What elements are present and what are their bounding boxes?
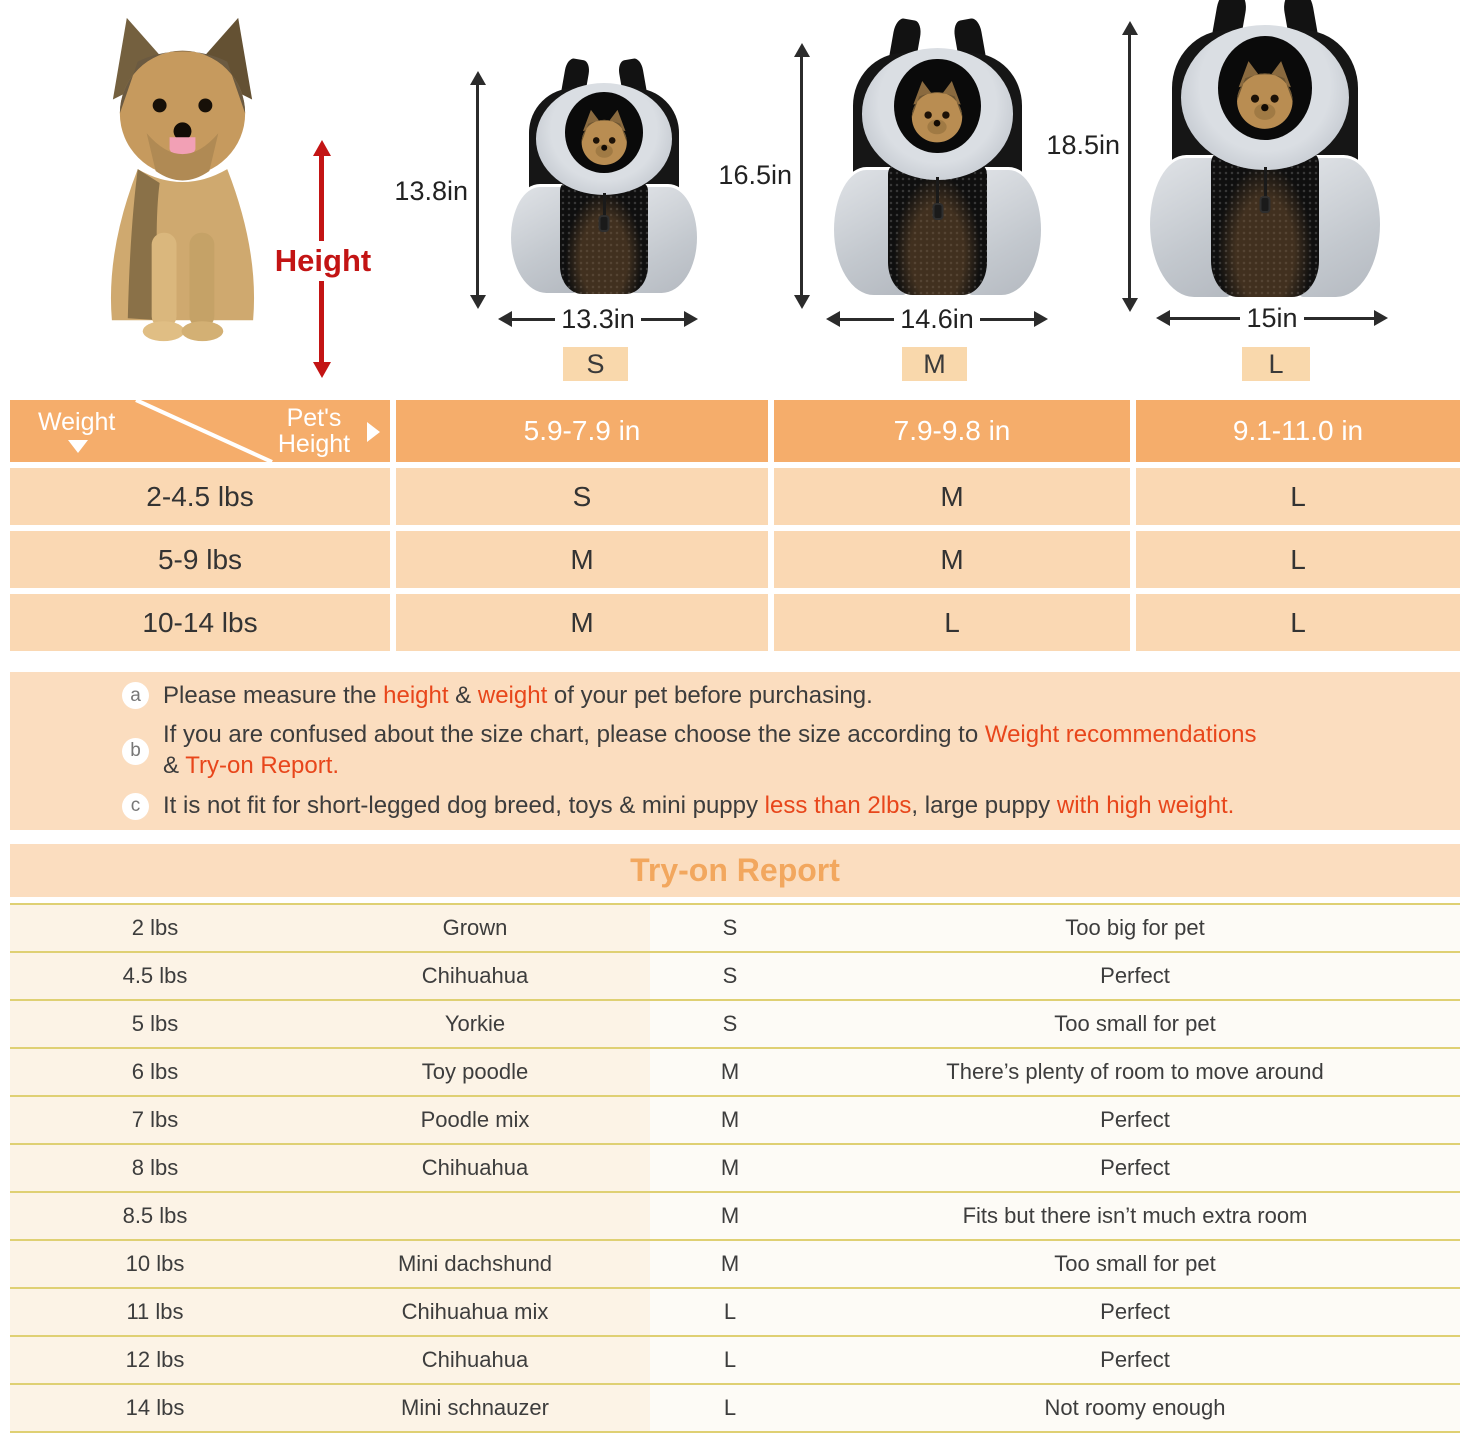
size-badge-m: M (902, 347, 967, 381)
tryon-size: S (722, 915, 738, 940)
tryon-row (10, 953, 1460, 1001)
tryon-weight: 4.5 lbs (122, 963, 188, 988)
tryon-comment: Perfect (1100, 1155, 1170, 1180)
tryon-size: M (720, 1203, 740, 1228)
note-b (122, 720, 1460, 781)
row-header: 2-4.5 lbs (10, 468, 390, 525)
size-badge-l: L (1242, 347, 1310, 381)
tryon-size: M (720, 1107, 740, 1132)
tryon-size: L (723, 1347, 737, 1372)
weight-down-triangle-icon (68, 440, 88, 453)
tryon-report-table (10, 903, 1460, 1433)
tryon-size: L (723, 1395, 737, 1420)
tryon-size: M (720, 1251, 740, 1276)
tryon-weight: 7 lbs (131, 1107, 179, 1132)
yorkie-photo (50, 2, 315, 360)
size-cell: L (1136, 468, 1460, 525)
drawstring (1264, 167, 1267, 199)
note-a-bullet: a (122, 682, 149, 709)
table-corner-cell (10, 400, 390, 462)
m-width-arrow-icon (826, 302, 1048, 336)
s-height-arrow-icon (476, 84, 479, 296)
note-c-text: It is not fit for short-legged dog breed, toys & mini puppy less than 2lbs, large puppy with high weight. (163, 791, 1235, 819)
tryon-report-title: Try-on Report (630, 852, 840, 888)
tryon-breed (300, 1193, 650, 1239)
height-label: Height (258, 241, 388, 281)
drawstring-toggle (932, 203, 943, 220)
tryon-row (10, 1097, 1460, 1145)
backpack-size-l (1152, 10, 1378, 300)
l-width-arrow-icon (1156, 301, 1388, 335)
size-cell: S (396, 468, 768, 525)
tryon-weight: 8 lbs (131, 1155, 179, 1180)
drawstring-toggle (1260, 196, 1271, 213)
column-header: 9.1-11.0 in (1136, 400, 1460, 462)
tryon-breed: Chihuahua (421, 1155, 529, 1180)
tryon-breed: Chihuahua mix (401, 1299, 549, 1324)
tryon-comment: There’s plenty of room to move around (946, 1059, 1324, 1084)
note-c-bullet: c (122, 793, 149, 820)
tryon-row (10, 1289, 1460, 1337)
note-b-text: If you are confused about the size chart, please choose the size according to Weight recommendations & Try-on Report. (163, 721, 1257, 779)
tryon-weight: 8.5 lbs (122, 1203, 188, 1228)
drawstring-toggle (599, 215, 610, 232)
tryon-weight: 10 lbs (125, 1251, 185, 1276)
tryon-row (10, 1385, 1460, 1433)
tryon-size: S (722, 963, 738, 988)
note-b-bullet: b (122, 738, 149, 765)
tryon-comment: Too big for pet (1065, 915, 1205, 940)
tryon-breed: Mini dachshund (397, 1251, 553, 1276)
tryon-comment: Too small for pet (1054, 1251, 1216, 1276)
size-badge-s: S (563, 347, 628, 381)
tryon-size: S (722, 1011, 738, 1036)
backpack-head-opening (894, 59, 980, 154)
m-height-value: 16.5in (718, 160, 792, 190)
column-header: 5.9-7.9 in (396, 400, 768, 462)
tryon-weight: 14 lbs (125, 1395, 185, 1420)
row-header: 10-14 lbs (10, 594, 390, 651)
dog-face-icon (900, 70, 974, 153)
tryon-weight: 12 lbs (125, 1347, 185, 1372)
row-header: 5-9 lbs (10, 531, 390, 588)
s-width-arrow-icon (498, 302, 698, 336)
tryon-row (10, 1049, 1460, 1097)
dog-face-icon (1224, 49, 1306, 141)
tryon-weight: 11 lbs (126, 1299, 184, 1324)
backpack-size-s (512, 72, 696, 296)
size-cell: L (774, 594, 1130, 651)
drawstring (603, 193, 606, 218)
tryon-row (10, 1241, 1460, 1289)
size-cell: L (1136, 594, 1460, 651)
tryon-breed: Mini schnauzer (401, 1395, 549, 1420)
tryon-weight: 2 lbs (131, 915, 179, 940)
tryon-size: L (723, 1299, 737, 1324)
l-height-arrow-icon (1128, 34, 1131, 299)
backpack-size-m (835, 35, 1040, 298)
dog-face-icon (571, 102, 637, 173)
tryon-row (10, 1193, 1460, 1241)
tryon-row (10, 1145, 1460, 1193)
tryon-report-header (10, 844, 1460, 897)
tryon-comment: Too small for pet (1054, 1011, 1216, 1036)
tryon-row (10, 1001, 1460, 1049)
note-c (122, 791, 1460, 822)
backpack-head-opening (1218, 36, 1313, 140)
tryon-comment: Not roomy enough (1044, 1395, 1226, 1420)
m-width-value: 14.6in (900, 303, 974, 334)
size-cell: M (774, 531, 1130, 588)
size-selection-table (10, 400, 1460, 651)
tryon-comment: Perfect (1100, 1347, 1170, 1372)
size-cell: M (396, 531, 768, 588)
tryon-weight: 5 lbs (131, 1011, 179, 1036)
tryon-comment: Perfect (1100, 1107, 1170, 1132)
m-height-arrow-icon (800, 56, 803, 296)
tryon-breed: Chihuahua (421, 963, 529, 988)
tryon-comment: Fits but there isn’t much extra room (962, 1203, 1308, 1228)
tryon-size: M (720, 1155, 740, 1180)
tryon-comment: Perfect (1100, 963, 1170, 988)
yorkie-illustration-icon (50, 2, 315, 360)
s-height-value: 13.8in (394, 176, 468, 206)
tryon-breed: Toy poodle (421, 1059, 529, 1084)
size-cell: M (396, 594, 768, 651)
column-header: 7.9-9.8 in (774, 400, 1130, 462)
size-cell: L (1136, 531, 1460, 588)
tryon-breed: Poodle mix (420, 1107, 530, 1132)
tryon-row (10, 1337, 1460, 1385)
sizing-notes (10, 672, 1460, 830)
s-width-value: 13.3in (561, 303, 635, 334)
tryon-weight: 6 lbs (131, 1059, 179, 1084)
corner-height-label: Pet's Height (277, 404, 351, 459)
size-cell: M (774, 468, 1130, 525)
tryon-breed: Chihuahua (421, 1347, 529, 1372)
tryon-breed: Yorkie (444, 1011, 506, 1036)
height-right-triangle-icon (367, 422, 380, 442)
note-a (122, 681, 1460, 712)
l-height-value: 18.5in (1046, 130, 1120, 160)
l-width-value: 15in (1246, 302, 1298, 333)
tryon-breed: Grown (442, 915, 508, 940)
note-a-text: Please measure the height & weight of your pet before purchasing. (163, 681, 873, 709)
tryon-row (10, 905, 1460, 953)
backpack-head-opening (565, 92, 642, 173)
tryon-size: M (720, 1059, 740, 1084)
drawstring (936, 177, 939, 206)
tryon-comment: Perfect (1100, 1299, 1170, 1324)
corner-weight-label: Weight (38, 408, 116, 436)
